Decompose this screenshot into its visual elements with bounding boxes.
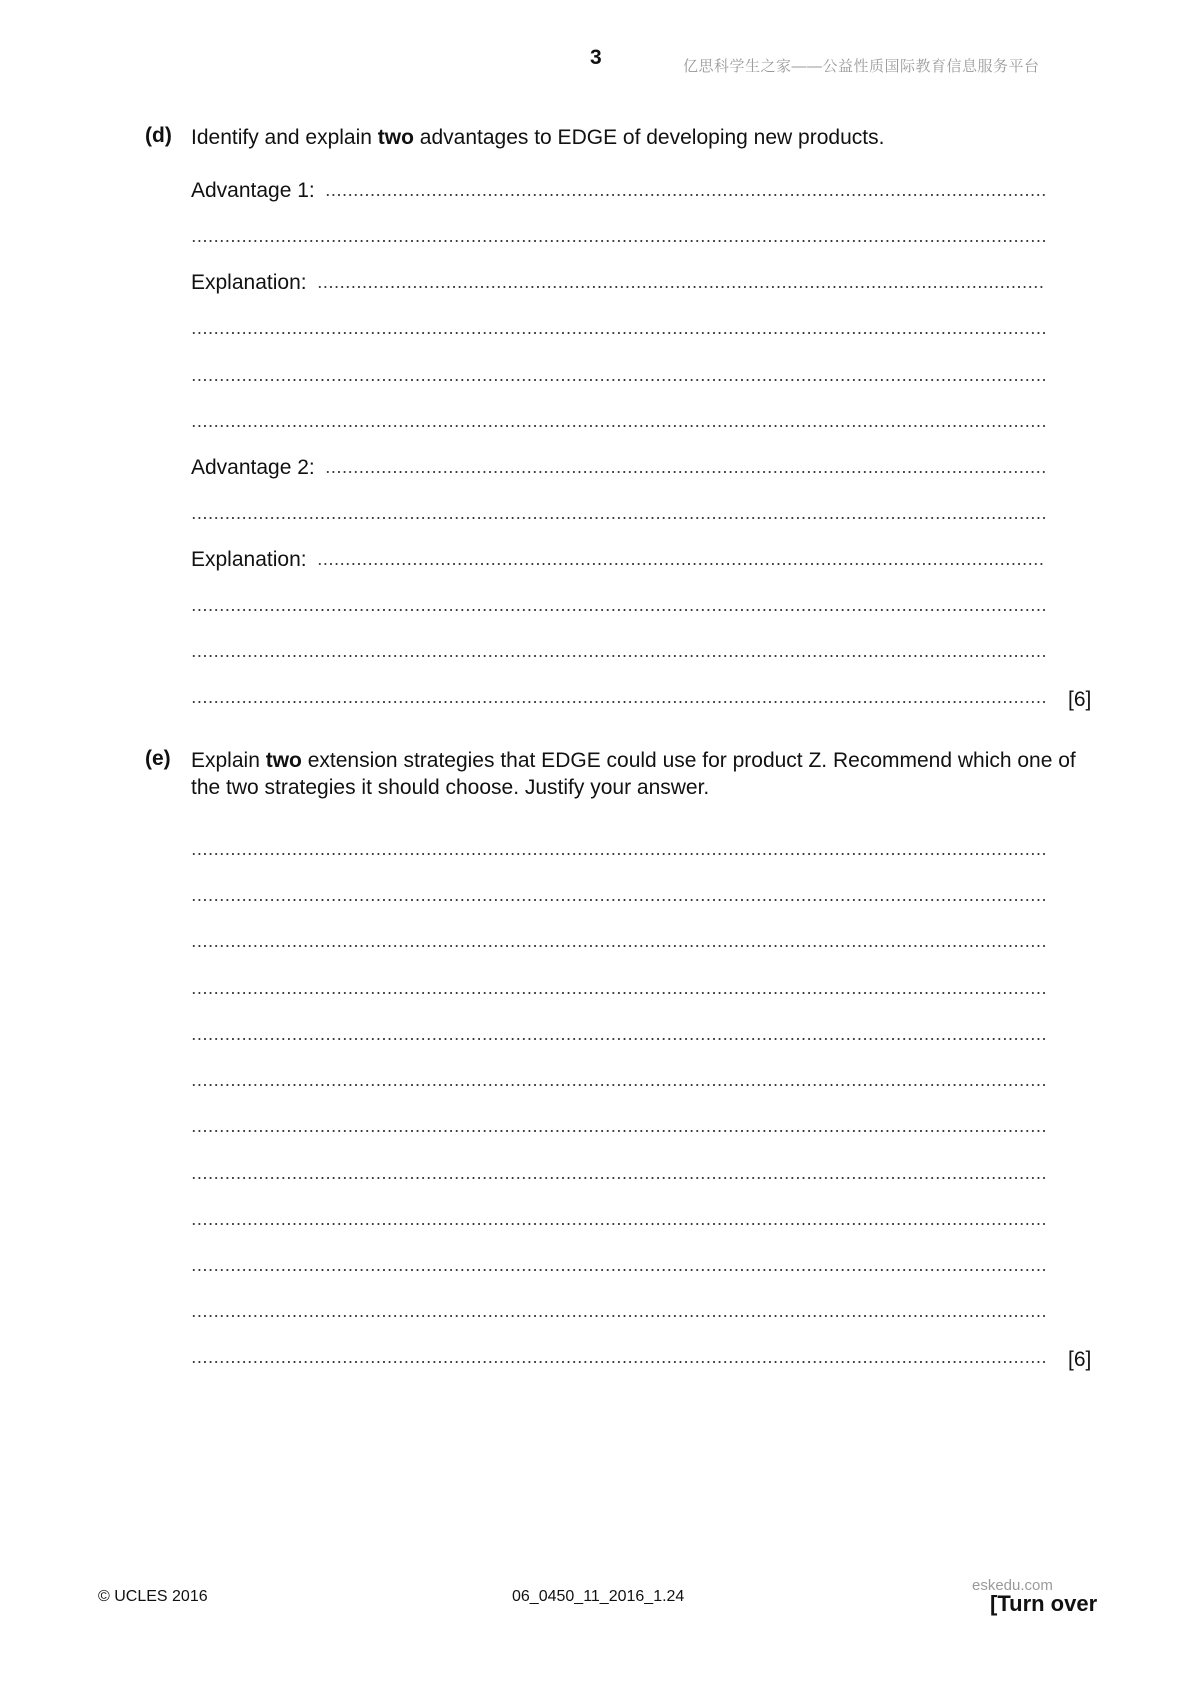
- dotted-line: [191, 1314, 1046, 1318]
- copyright: © UCLES 2016: [98, 1588, 208, 1605]
- answer-line[interactable]: [191, 880, 1046, 908]
- answer-line-explanation-1[interactable]: [191, 267, 1046, 295]
- question-e-text: Explain two extension strategies that EDGE could use for product Z. Recommend which one of the two strategies it should choose. Justify your answer.: [191, 749, 1076, 799]
- answer-line[interactable]: [191, 1111, 1046, 1139]
- answer-line[interactable]: [191, 406, 1046, 434]
- question-e-label: (e): [145, 747, 171, 770]
- answer-line[interactable]: [191, 498, 1046, 526]
- answer-line[interactable]: [191, 1204, 1046, 1232]
- answer-line[interactable]: [191, 313, 1046, 341]
- answer-line[interactable]: [191, 636, 1046, 664]
- dotted-line: [191, 700, 1046, 704]
- dotted-line: [191, 944, 1046, 948]
- dotted-line: [191, 378, 1046, 382]
- dotted-line: [317, 562, 1046, 566]
- answer-line[interactable]: [191, 1296, 1046, 1324]
- dotted-line: [191, 424, 1046, 428]
- dotted-line: [191, 1268, 1046, 1272]
- answer-line[interactable]: [191, 682, 1046, 710]
- dotted-line: [191, 1360, 1046, 1364]
- dotted-line: [191, 608, 1046, 612]
- question-d-label: (d): [145, 124, 172, 147]
- dotted-line: [191, 1129, 1046, 1133]
- dotted-line: [191, 991, 1046, 995]
- answer-line[interactable]: [191, 360, 1046, 388]
- dotted-line: [191, 1037, 1046, 1041]
- header-watermark: 亿思科学生之家——公益性质国际教育信息服务平台: [683, 58, 1040, 75]
- answer-line[interactable]: [191, 1250, 1046, 1278]
- page-number: 3: [590, 46, 602, 69]
- answer-line-advantage-1[interactable]: [191, 175, 1046, 203]
- dotted-line: [191, 239, 1046, 243]
- answer-line[interactable]: [191, 1019, 1046, 1047]
- dotted-line: [191, 331, 1046, 335]
- explanation-2-label: Explanation:: [191, 548, 307, 571]
- footer-watermark: eskedu.com: [972, 1577, 1053, 1594]
- dotted-line: [191, 1222, 1046, 1226]
- dotted-line: [191, 898, 1046, 902]
- answer-line[interactable]: [191, 926, 1046, 954]
- dotted-line: [317, 285, 1046, 289]
- advantage-1-label: Advantage 1:: [191, 179, 315, 202]
- advantage-2-label: Advantage 2:: [191, 456, 315, 479]
- dotted-line: [325, 193, 1046, 197]
- dotted-line: [191, 1176, 1046, 1180]
- answer-line[interactable]: [191, 221, 1046, 249]
- question-e-marks: [6]: [1068, 1348, 1092, 1371]
- dotted-line: [191, 654, 1046, 658]
- dotted-line: [191, 1083, 1046, 1087]
- answer-line[interactable]: [191, 834, 1046, 862]
- question-d-text: Identify and explain two advantages to EDGE of developing new products.: [191, 126, 885, 149]
- answer-line[interactable]: [191, 973, 1046, 1001]
- question-d-marks: [6]: [1068, 688, 1092, 711]
- turn-over: [Turn over: [990, 1591, 1098, 1616]
- answer-line[interactable]: [191, 1065, 1046, 1093]
- dotted-line: [191, 852, 1046, 856]
- dotted-line: [325, 470, 1046, 474]
- answer-line-advantage-2[interactable]: [191, 452, 1046, 480]
- dotted-line: [191, 516, 1046, 520]
- answer-line[interactable]: [191, 1342, 1046, 1370]
- answer-line[interactable]: [191, 590, 1046, 618]
- answer-line-explanation-2[interactable]: [191, 544, 1046, 572]
- paper-code: 06_0450_11_2016_1.24: [512, 1588, 685, 1605]
- explanation-1-label: Explanation:: [191, 271, 307, 294]
- answer-line[interactable]: [191, 1158, 1046, 1186]
